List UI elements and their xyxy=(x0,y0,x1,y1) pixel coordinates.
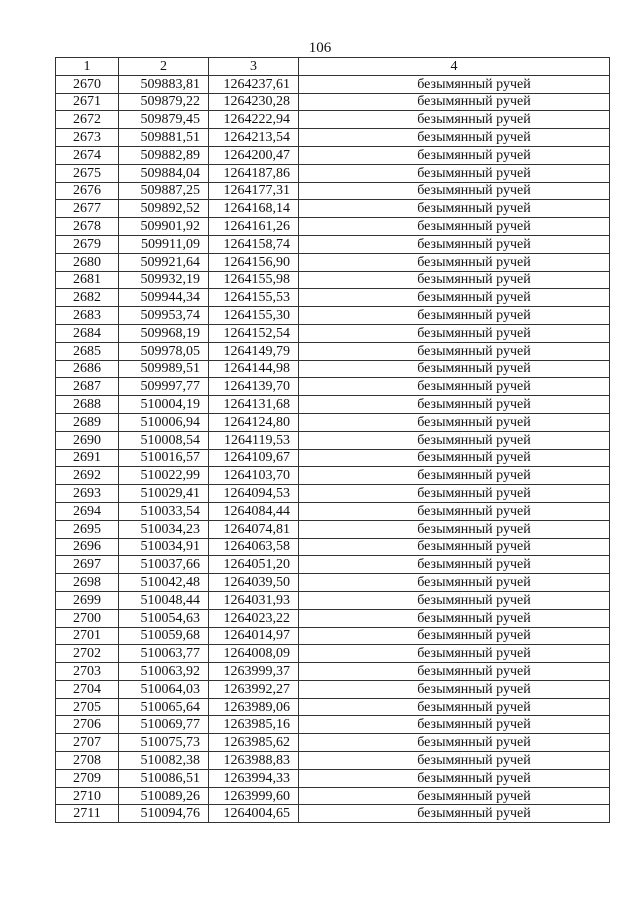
y-coordinate-cell: 1264168,14 xyxy=(209,200,299,218)
x-coordinate-cell: 510065,64 xyxy=(119,698,209,716)
y-coordinate-cell: 1264004,65 xyxy=(209,805,299,823)
header-col-4: 4 xyxy=(299,58,610,76)
x-coordinate-cell: 509882,89 xyxy=(119,146,209,164)
y-coordinate-cell: 1264144,98 xyxy=(209,360,299,378)
table-row xyxy=(56,556,610,574)
y-coordinate-cell: 1264155,30 xyxy=(209,307,299,325)
description-cell: безымянный ручей xyxy=(299,129,610,147)
table-row xyxy=(56,627,610,645)
y-coordinate-cell: 1264155,53 xyxy=(209,289,299,307)
point-number-cell: 2704 xyxy=(56,680,119,698)
table-row xyxy=(56,396,610,414)
y-coordinate-cell: 1264230,28 xyxy=(209,93,299,111)
table-row xyxy=(56,467,610,485)
header-col-3: 3 xyxy=(209,58,299,76)
description-cell: безымянный ручей xyxy=(299,182,610,200)
y-coordinate-cell: 1264222,94 xyxy=(209,111,299,129)
description-cell: безымянный ручей xyxy=(299,556,610,574)
table-row xyxy=(56,752,610,770)
description-cell: безымянный ручей xyxy=(299,396,610,414)
description-cell: безымянный ручей xyxy=(299,200,610,218)
point-number-cell: 2701 xyxy=(56,627,119,645)
header-col-1: 1 xyxy=(56,58,119,76)
page-number: 106 xyxy=(308,40,332,56)
y-coordinate-cell: 1264084,44 xyxy=(209,502,299,520)
description-cell: безымянный ручей xyxy=(299,218,610,236)
x-coordinate-cell: 510059,68 xyxy=(119,627,209,645)
x-coordinate-cell: 510094,76 xyxy=(119,805,209,823)
coordinates-table xyxy=(55,57,610,823)
table-row xyxy=(56,609,610,627)
description-cell: безымянный ручей xyxy=(299,360,610,378)
table-row xyxy=(56,200,610,218)
y-coordinate-cell: 1264031,93 xyxy=(209,591,299,609)
y-coordinate-cell: 1264051,20 xyxy=(209,556,299,574)
description-cell: безымянный ручей xyxy=(299,146,610,164)
table-row xyxy=(56,591,610,609)
y-coordinate-cell: 1264094,53 xyxy=(209,485,299,503)
description-cell: безымянный ручей xyxy=(299,680,610,698)
table-row xyxy=(56,75,610,93)
table-row xyxy=(56,324,610,342)
point-number-cell: 2697 xyxy=(56,556,119,574)
x-coordinate-cell: 510008,54 xyxy=(119,431,209,449)
x-coordinate-cell: 510004,19 xyxy=(119,396,209,414)
x-coordinate-cell: 510054,63 xyxy=(119,609,209,627)
y-coordinate-cell: 1263988,83 xyxy=(209,752,299,770)
x-coordinate-cell: 509887,25 xyxy=(119,182,209,200)
description-cell: безымянный ручей xyxy=(299,663,610,681)
point-number-cell: 2694 xyxy=(56,502,119,520)
table-row xyxy=(56,574,610,592)
point-number-cell: 2711 xyxy=(56,805,119,823)
point-number-cell: 2686 xyxy=(56,360,119,378)
y-coordinate-cell: 1263985,62 xyxy=(209,734,299,752)
header-col-2: 2 xyxy=(119,58,209,76)
point-number-cell: 2677 xyxy=(56,200,119,218)
point-number-cell: 2683 xyxy=(56,307,119,325)
y-coordinate-cell: 1263989,06 xyxy=(209,698,299,716)
x-coordinate-cell: 509884,04 xyxy=(119,164,209,182)
table-row xyxy=(56,289,610,307)
x-coordinate-cell: 510064,03 xyxy=(119,680,209,698)
point-number-cell: 2710 xyxy=(56,787,119,805)
point-number-cell: 2671 xyxy=(56,93,119,111)
x-coordinate-cell: 509989,51 xyxy=(119,360,209,378)
x-coordinate-cell: 510034,23 xyxy=(119,520,209,538)
y-coordinate-cell: 1264187,86 xyxy=(209,164,299,182)
table-row xyxy=(56,342,610,360)
x-coordinate-cell: 510029,41 xyxy=(119,485,209,503)
table-row xyxy=(56,698,610,716)
table-row xyxy=(56,235,610,253)
table-row xyxy=(56,307,610,325)
y-coordinate-cell: 1263994,33 xyxy=(209,769,299,787)
y-coordinate-cell: 1263999,37 xyxy=(209,663,299,681)
description-cell: безымянный ручей xyxy=(299,698,610,716)
table-row xyxy=(56,485,610,503)
description-cell: безымянный ручей xyxy=(299,627,610,645)
y-coordinate-cell: 1264139,70 xyxy=(209,378,299,396)
y-coordinate-cell: 1264152,54 xyxy=(209,324,299,342)
description-cell: безымянный ручей xyxy=(299,805,610,823)
x-coordinate-cell: 509932,19 xyxy=(119,271,209,289)
description-cell: безымянный ручей xyxy=(299,324,610,342)
x-coordinate-cell: 509968,19 xyxy=(119,324,209,342)
table-row xyxy=(56,502,610,520)
description-cell: безымянный ручей xyxy=(299,645,610,663)
x-coordinate-cell: 509892,52 xyxy=(119,200,209,218)
description-cell: безымянный ручей xyxy=(299,752,610,770)
point-number-cell: 2708 xyxy=(56,752,119,770)
description-cell: безымянный ручей xyxy=(299,574,610,592)
description-cell: безымянный ручей xyxy=(299,716,610,734)
description-cell: безымянный ручей xyxy=(299,342,610,360)
table-row xyxy=(56,378,610,396)
description-cell: безымянный ручей xyxy=(299,787,610,805)
point-number-cell: 2706 xyxy=(56,716,119,734)
point-number-cell: 2696 xyxy=(56,538,119,556)
description-cell: безымянный ручей xyxy=(299,413,610,431)
x-coordinate-cell: 509879,22 xyxy=(119,93,209,111)
y-coordinate-cell: 1264008,09 xyxy=(209,645,299,663)
y-coordinate-cell: 1263992,27 xyxy=(209,680,299,698)
description-cell: безымянный ручей xyxy=(299,449,610,467)
table-row xyxy=(56,360,610,378)
x-coordinate-cell: 510063,92 xyxy=(119,663,209,681)
description-cell: безымянный ручей xyxy=(299,520,610,538)
point-number-cell: 2692 xyxy=(56,467,119,485)
table-row xyxy=(56,680,610,698)
point-number-cell: 2687 xyxy=(56,378,119,396)
table-row xyxy=(56,111,610,129)
table-row xyxy=(56,182,610,200)
description-cell: безымянный ручей xyxy=(299,289,610,307)
x-coordinate-cell: 510089,26 xyxy=(119,787,209,805)
y-coordinate-cell: 1264161,26 xyxy=(209,218,299,236)
x-coordinate-cell: 510086,51 xyxy=(119,769,209,787)
table-row xyxy=(56,769,610,787)
table-row xyxy=(56,218,610,236)
description-cell: безымянный ручей xyxy=(299,271,610,289)
point-number-cell: 2707 xyxy=(56,734,119,752)
y-coordinate-cell: 1264124,80 xyxy=(209,413,299,431)
x-coordinate-cell: 510022,99 xyxy=(119,467,209,485)
description-cell: безымянный ручей xyxy=(299,609,610,627)
point-number-cell: 2680 xyxy=(56,253,119,271)
x-coordinate-cell: 510042,48 xyxy=(119,574,209,592)
point-number-cell: 2670 xyxy=(56,75,119,93)
y-coordinate-cell: 1264074,81 xyxy=(209,520,299,538)
point-number-cell: 2685 xyxy=(56,342,119,360)
y-coordinate-cell: 1264023,22 xyxy=(209,609,299,627)
table-row xyxy=(56,787,610,805)
description-cell: безымянный ручей xyxy=(299,485,610,503)
x-coordinate-cell: 509881,51 xyxy=(119,129,209,147)
point-number-cell: 2684 xyxy=(56,324,119,342)
point-number-cell: 2690 xyxy=(56,431,119,449)
point-number-cell: 2679 xyxy=(56,235,119,253)
description-cell: безымянный ручей xyxy=(299,467,610,485)
description-cell: безымянный ручей xyxy=(299,591,610,609)
point-number-cell: 2674 xyxy=(56,146,119,164)
table-row xyxy=(56,253,610,271)
description-cell: безымянный ручей xyxy=(299,75,610,93)
point-number-cell: 2681 xyxy=(56,271,119,289)
x-coordinate-cell: 510034,91 xyxy=(119,538,209,556)
x-coordinate-cell: 509978,05 xyxy=(119,342,209,360)
y-coordinate-cell: 1264177,31 xyxy=(209,182,299,200)
x-coordinate-cell: 509901,92 xyxy=(119,218,209,236)
table-row xyxy=(56,129,610,147)
y-coordinate-cell: 1264039,50 xyxy=(209,574,299,592)
x-coordinate-cell: 510063,77 xyxy=(119,645,209,663)
description-cell: безымянный ручей xyxy=(299,378,610,396)
description-cell: безымянный ручей xyxy=(299,253,610,271)
table-row xyxy=(56,663,610,681)
y-coordinate-cell: 1263999,60 xyxy=(209,787,299,805)
point-number-cell: 2693 xyxy=(56,485,119,503)
table-row xyxy=(56,93,610,111)
description-cell: безымянный ручей xyxy=(299,164,610,182)
y-coordinate-cell: 1264155,98 xyxy=(209,271,299,289)
x-coordinate-cell: 510075,73 xyxy=(119,734,209,752)
point-number-cell: 2695 xyxy=(56,520,119,538)
point-number-cell: 2678 xyxy=(56,218,119,236)
point-number-cell: 2709 xyxy=(56,769,119,787)
description-cell: безымянный ручей xyxy=(299,307,610,325)
y-coordinate-cell: 1264149,79 xyxy=(209,342,299,360)
y-coordinate-cell: 1264200,47 xyxy=(209,146,299,164)
y-coordinate-cell: 1264156,90 xyxy=(209,253,299,271)
x-coordinate-cell: 509921,64 xyxy=(119,253,209,271)
description-cell: безымянный ручей xyxy=(299,235,610,253)
table-row xyxy=(56,538,610,556)
x-coordinate-cell: 509953,74 xyxy=(119,307,209,325)
table-row xyxy=(56,449,610,467)
point-number-cell: 2673 xyxy=(56,129,119,147)
point-number-cell: 2672 xyxy=(56,111,119,129)
description-cell: безымянный ручей xyxy=(299,769,610,787)
y-coordinate-cell: 1264131,68 xyxy=(209,396,299,414)
y-coordinate-cell: 1264103,70 xyxy=(209,467,299,485)
y-coordinate-cell: 1264014,97 xyxy=(209,627,299,645)
x-coordinate-cell: 510048,44 xyxy=(119,591,209,609)
table-header-row xyxy=(56,58,610,76)
x-coordinate-cell: 510037,66 xyxy=(119,556,209,574)
y-coordinate-cell: 1264237,61 xyxy=(209,75,299,93)
x-coordinate-cell: 510069,77 xyxy=(119,716,209,734)
table-body xyxy=(56,75,610,822)
table-row xyxy=(56,805,610,823)
table-row xyxy=(56,716,610,734)
x-coordinate-cell: 509879,45 xyxy=(119,111,209,129)
x-coordinate-cell: 509883,81 xyxy=(119,75,209,93)
table-row xyxy=(56,520,610,538)
point-number-cell: 2698 xyxy=(56,574,119,592)
table-row xyxy=(56,645,610,663)
x-coordinate-cell: 509997,77 xyxy=(119,378,209,396)
y-coordinate-cell: 1263985,16 xyxy=(209,716,299,734)
description-cell: безымянный ручей xyxy=(299,734,610,752)
description-cell: безымянный ручей xyxy=(299,93,610,111)
description-cell: безымянный ручей xyxy=(299,502,610,520)
point-number-cell: 2699 xyxy=(56,591,119,609)
x-coordinate-cell: 509911,09 xyxy=(119,235,209,253)
x-coordinate-cell: 510033,54 xyxy=(119,502,209,520)
x-coordinate-cell: 509944,34 xyxy=(119,289,209,307)
x-coordinate-cell: 510016,57 xyxy=(119,449,209,467)
y-coordinate-cell: 1264063,58 xyxy=(209,538,299,556)
point-number-cell: 2705 xyxy=(56,698,119,716)
point-number-cell: 2700 xyxy=(56,609,119,627)
description-cell: безымянный ручей xyxy=(299,111,610,129)
table-row xyxy=(56,164,610,182)
point-number-cell: 2689 xyxy=(56,413,119,431)
description-cell: безымянный ручей xyxy=(299,431,610,449)
point-number-cell: 2688 xyxy=(56,396,119,414)
y-coordinate-cell: 1264109,67 xyxy=(209,449,299,467)
point-number-cell: 2682 xyxy=(56,289,119,307)
x-coordinate-cell: 510006,94 xyxy=(119,413,209,431)
x-coordinate-cell: 510082,38 xyxy=(119,752,209,770)
y-coordinate-cell: 1264213,54 xyxy=(209,129,299,147)
point-number-cell: 2703 xyxy=(56,663,119,681)
table-row xyxy=(56,734,610,752)
description-cell: безымянный ручей xyxy=(299,538,610,556)
table-row xyxy=(56,271,610,289)
point-number-cell: 2676 xyxy=(56,182,119,200)
point-number-cell: 2691 xyxy=(56,449,119,467)
table-row xyxy=(56,146,610,164)
table-row xyxy=(56,413,610,431)
y-coordinate-cell: 1264119,53 xyxy=(209,431,299,449)
y-coordinate-cell: 1264158,74 xyxy=(209,235,299,253)
table-row xyxy=(56,431,610,449)
point-number-cell: 2702 xyxy=(56,645,119,663)
point-number-cell: 2675 xyxy=(56,164,119,182)
